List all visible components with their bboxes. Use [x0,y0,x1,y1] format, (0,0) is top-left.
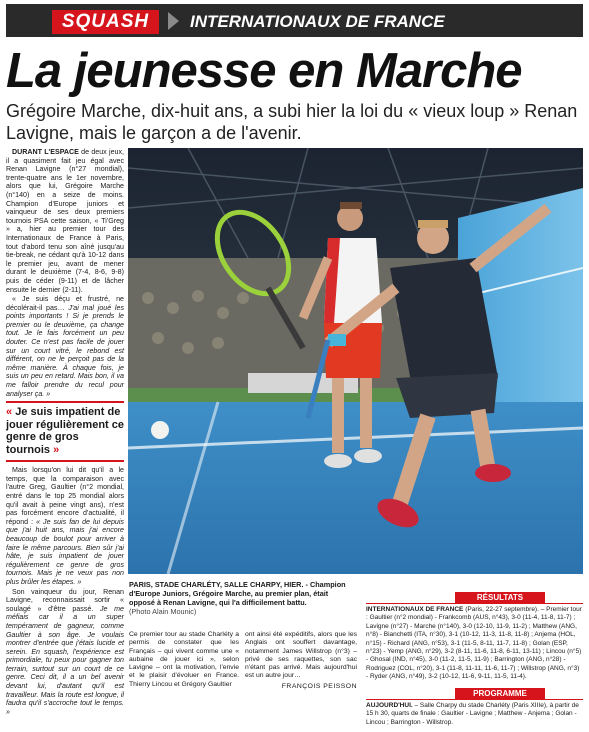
paragraph: ont ainsi été expéditifs, alors que les Anglais ont souffert davantage, notamment James Willstrop (n°3) – privé de ses raquettes, son sac n'étant pas arrivé. Mais aujourd'hui est un autre jour… [245,631,357,680]
section-title: INTERNATIONAUX DE FRANCE [190,12,445,31]
programme-heading: PROGRAMME [455,688,545,699]
article-column-left [6,148,124,717]
paragraph: Son vainqueur du jour, Renan Lavigne, reconnaissait sortir « soulagé » d'être passé. Je me méfiais car il a un super tempérament de gagneur, comme Gaultier à son âge. Je voulais montrer d'entrée que j'étais lucide et serein. En squash, l'expérience est primordiale, tu peux pour gagner ton terrain, surtout sur un court de ce genre. Ceci dit, il a un bel avenir devant lui, d'autant qu'il est travailleur. Mais la route est longue, il faudra qu'il s'accroche tout le temps. » [6,587,124,716]
photo-credit: (Photo Alain Mounic) [129,607,197,616]
results-divider [366,603,583,604]
photo-caption [129,580,354,616]
results-lead: INTERNATIONAUX DE FRANCE [366,606,464,613]
results-text: INTERNATIONAUX DE FRANCE (Paris, 22-27 septembre). – Premier tour : Gaultier (n°2 mondial) - Frankcomb (AUS, n°43), 3-0 (11-4, 11-8, 11-7) ; Lavigne (n°27) - Marche (n°140), 3-0 (12-10, 11-9, 11-2) ; Matthew (ANG, n°8) - Bianchetti (ITA, n°30), 3-1 (10-12, 11-3, 11-8, 11-8) ; Anjema (HOL, n°15) - Richard (ANG, n°53), 3-1 (11-5, 8-11, 11-7, 11-8) ; Golan (ESP, n°23) - Yemp (ANG, n°29), 3-2 (8-11, 11-6, 11-8, 6-11, 13-11) ; Lincou (n°5) - Ghosal (IND, n°45), 3-0 (11-2, 11-5, 11-9) ; Barrington (ANG, n°28) - Rodriguez (COL, n°20), 3-1 (11-8, 11-11, 11-6, 11-7) ; Willstrop (ANG, n°3) - Ryder (ANG, n°49), 3-2 (10-12, 11-6, 9-11, 11-5, 11-4). [366,606,582,681]
programme-lead: AUJOURD'HUI. [366,702,413,709]
programme-divider [366,699,583,700]
results-heading: RÉSULTATS [455,592,545,603]
article-column-bottom-2 [245,631,357,691]
author-signature: FRANÇOIS PEISSON [281,682,357,690]
paragraph: DURANT L'ESPACE de deux jeux, il a quasiment fait jeu égal avec Renan Lavigne (n°27 mondial), trente-quatre ans le 1er novembre, alors que lui, Grégoire Marche (n°140) en a seize de moins. Champion d'Europe juniors et vainqueur de ses deux premiers tournois PSA cette saison, « Ti'Greg » a, hier au premier tour des Internationaux de France à Paris, tout d'abord tenu son aîné jusqu'au tie-break, ne cédant qu'à 10-12 dans le premier jeu, avant de mener durant le deuxième (7-4, 8-6, 9-8) puis de céder (9-11) et de lâcher ensuite le dernier (2-11). [6,148,124,294]
chevron-right-icon [168,12,179,30]
programme-text: AUJOURD'HUI. – Salle Charpy du stade Charléty (Paris XIIIe), à partir de 15 h 30, quarts de finale : Gaultier - Lavigne ; Matthew - Anjema ; Golan - Lincou ; Barrington - Willstrop. [366,702,579,726]
subheadline: Grégoire Marche, dix-huit ans, a subi hier la loi du « vieux loup » Renan Lavigne, mais le garçon a de l'avenir. [6,101,578,143]
lead-in: DURANT L'ESPACE [12,148,79,156]
pull-quote: « Je suis impatient de jouer régulièrement ce genre de gros tournois » [6,401,124,462]
paragraph: « Je suis déçu et frustré, ne décolérait-il pas… J'ai mal joué les points importants ! Si je prends le premier ou le deuxième, ça change tout. Je le fais forcément un peu douter. Ce n'est pas facile de jouer sur un court vitré, le rebond est différent, on ne le perçoit pas de la même manière. À chaque fois, je suis un peu en retard. Mais bon, il va me falloir prendre du recul pour analyser ça. » [6,295,124,398]
article-column-bottom-1 [129,631,239,689]
headline: La jeunesse en Marche [6,44,522,98]
paragraph: Ce premier tour au stade Charléty a permis de constater que les Français – qui vivent comme une « aubaine de jouer ici », selon Lavigne – ont la motivation, l'envie et le plaisir d'évoluer en France. Thierry Lincou et Grégory Gaultier [129,631,239,688]
squash-match-illustration [128,148,583,574]
rubric-label: SQUASH [52,10,159,34]
article-photo [128,148,583,574]
caption-text: PARIS, STADE CHARLÉTY, SALLE CHARPY, HIER. - Champion d'Europe Juniors, Grégoire Marche, au premier plan, était opposé à Renan Lavigne, qui l'a difficilement battu. [129,580,346,607]
paragraph: Mais lorsqu'on lui dit qu'il a le temps, que la comparaison avec l'autre Greg, Gaultier (n°2 mondial, entré dans le top 25 mondial alors qu'il avait à peine vingt ans), n'est pas forcément encore d'actualité, il répond : « Je suis fan de lui depuis que j'ai huit ans, mais j'ai encore beaucoup de boulot pour arriver à faire le même parcours. Bien sûr j'ai hâte, je suis impatient de jouer régulièrement ce genre de gros tournois. Mais je ne veux pas non plus brûler les étapes. » [6,466,124,586]
